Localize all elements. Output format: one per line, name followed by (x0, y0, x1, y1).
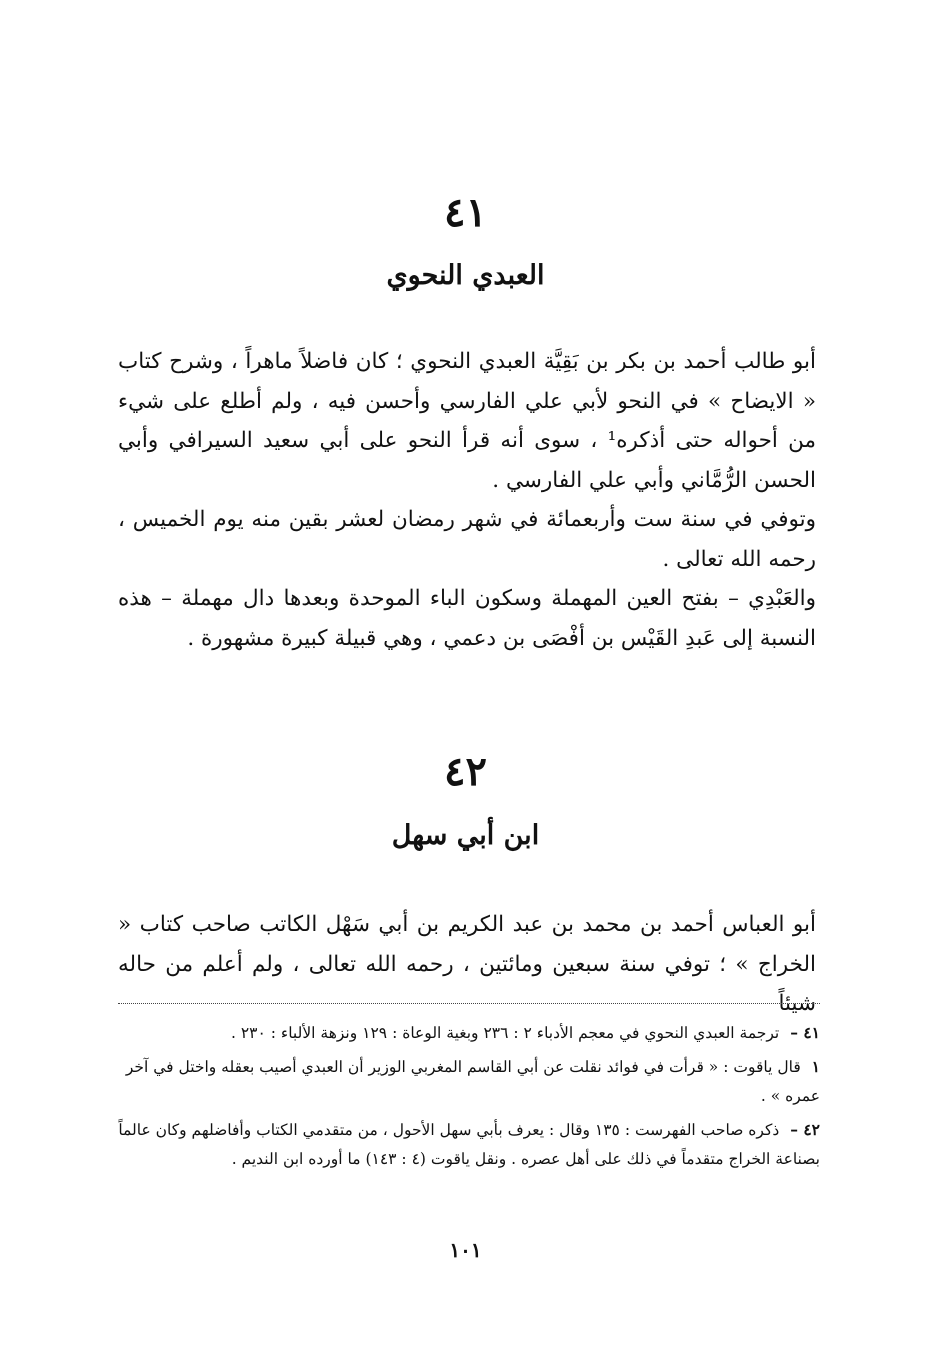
entry-paragraph: أبو طالب أحمد بن بكر بن بَقِيَّة العبدي النحوي ؛ كان فاضلاً ماهراً ، وشرح كتاب « الايضاح » في النحو لأبي علي الفارسي وأحسن فيه ، ولم أطلع على شيء من أحواله حتى أذكره¹ ، سوى أنه قرأ النحو على أبي سعيد السيرافي وأبي الحسن الرُّمَّاني وأبي علي الفارسي . (118, 349, 817, 493)
footnote-text: ذكره صاحب الفهرست : ١٣٥ وقال : يعرف بأبي سهل الأحول ، من متقدمي الكتاب وأفاضلهم وكان عالماً بصناعة الخراج متقدماً في ذلك على أهل عصره . ونقل ياقوت (٤ : ١٤٣) ما أورده ابن النديم . (118, 1121, 820, 1168)
entry-title: ابن أبي سهل (391, 820, 540, 851)
entry-title: العبدي النحوي (386, 260, 545, 291)
footnote-text: قال ياقوت : « قرأت في فوائد نقلت عن أبي القاسم المغربي الوزير أن العبدي أصيب بعقله واختل في آخر عمره » . (125, 1058, 820, 1105)
entry-body (118, 342, 816, 658)
footnote-mark: ٤١ – (790, 1023, 820, 1042)
entry-paragraph: أبو العباس أحمد بن محمد بن عبد الكريم بن أبي سَهْل الكاتب صاحب كتاب « الخراج » ؛ توفي سنة سبعين ومائتين ، رحمه الله تعالى ، ولم أعلم من حاله شيئاً (118, 912, 816, 1016)
entry-body (118, 905, 816, 1024)
footnote-text: ترجمة العبدي النحوي في معجم الأدباء ٢ : ٢٣٦ وبغية الوعاة : ١٢٩ ونزهة الألباء : ٢٣٠ . (230, 1024, 780, 1042)
footnote-mark: ١ (811, 1057, 820, 1076)
footnote-mark: ٤٢ – (790, 1120, 820, 1139)
entry-paragraph: والعَبْدِي – بفتح العين المهملة وسكون الباء الموحدة وبعدها دال مهملة – هذه النسبة إلى عَبدِ القَيْس بن أفْصَى بن دعمي ، وهي قبيلة كبيرة مشهورة . (118, 586, 816, 651)
entry-paragraph: وتوفي في سنة ست وأربعمائة في شهر رمضان لعشر بقين منه يوم الخميس ، رحمه الله تعالى . (118, 507, 816, 572)
page-number: ١٠١ (449, 1238, 482, 1262)
footnote (118, 1018, 820, 1048)
footnotes (118, 1018, 820, 1178)
footnote-separator (118, 1003, 820, 1004)
entry-number: ٤٢ (444, 748, 487, 795)
entry-number: ٤١ (444, 189, 487, 236)
footnote (118, 1052, 820, 1111)
footnote (118, 1115, 820, 1174)
